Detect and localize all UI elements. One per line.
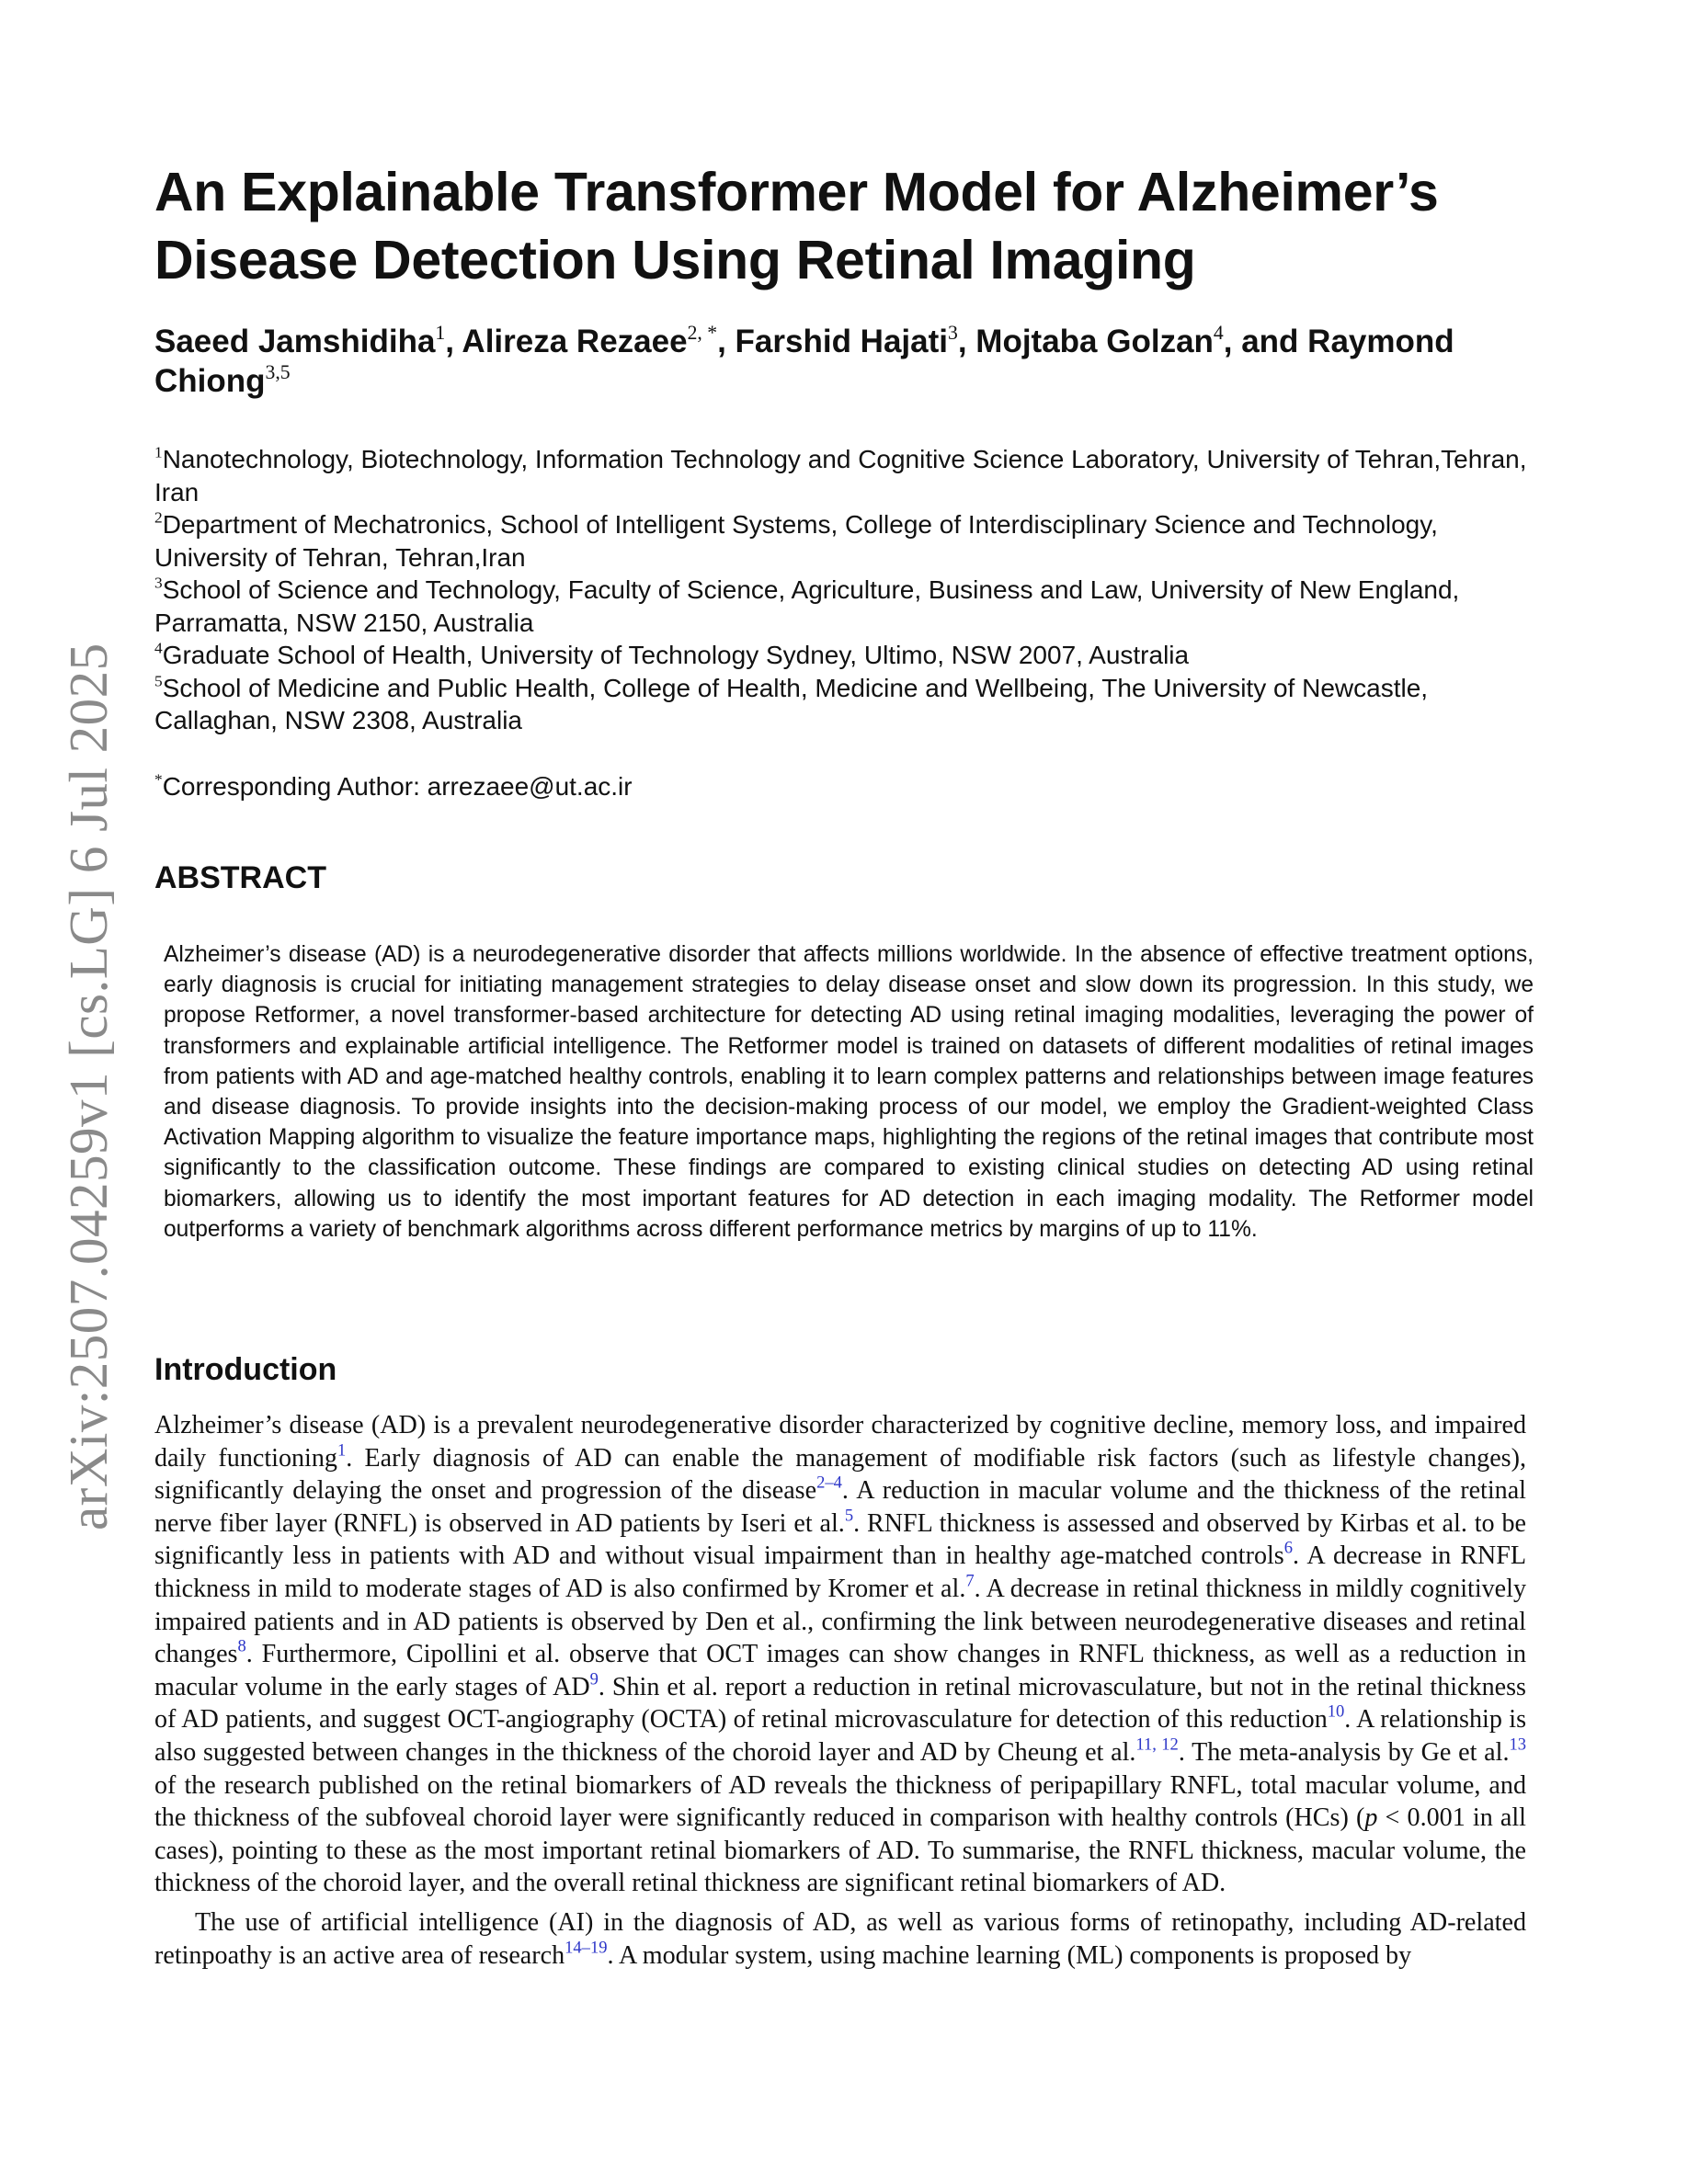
arxiv-identifier-stamp: arXiv:2507.04259v1 [cs.LG] 6 Jul 2025	[58, 643, 119, 1530]
citation-ref: 10	[1327, 1701, 1345, 1722]
citation-ref: 9	[589, 1669, 599, 1689]
affiliation-item	[154, 672, 1552, 737]
affiliation-text: School of Science and Technology, Faculty of Science, Agriculture, Business and Law, University of New England, Parramatta, NSW 2150, Australia	[154, 575, 1460, 637]
author-name: Mojtaba Golzan	[975, 324, 1214, 359]
body-text: . Shin et al. report a reduction in retinal microvasculature, but not in the retinal thickness of AD patients, and suggest OCT-angiography (OCTA) of retinal microvasculature for detection of this reduction	[154, 1672, 1526, 1735]
corresponding-author	[154, 770, 1552, 803]
citation-ref: 7	[965, 1571, 975, 1591]
author-name: Farshid Hajati	[735, 324, 948, 359]
author-name: Alireza Rezaee	[462, 324, 688, 359]
body-text: . A decrease in RNFL thickness in mild to moderate stages of AD is also confirmed by Kromer et al.	[154, 1541, 1527, 1603]
body-text: . Early diagnosis of AD can enable the management of modifiable risk factors (such as lifestyle changes), significantly delaying the onset and progression of the disease	[154, 1443, 1526, 1506]
author-separator: , and	[1223, 324, 1308, 359]
introduction-paragraph-2	[154, 1906, 1526, 1972]
abstract-text: Alzheimer’s disease (AD) is a neurodegenerative disorder that affects millions worldwide. In the absence of effective treatment options, early diagnosis is crucial for initiating management strategies to delay disease onset and slow down its progression. In this study, we propose Retformer, a novel transformer-based architecture for detecting AD using retinal imaging modalities, leveraging the power of transformers and explainable artificial intelligence. The Retformer model is trained on datasets of different modalities of retinal images from patients with AD and age-matched healthy controls, enabling it to learn complex patterns and relationships between image features and disease diagnosis. To provide insights into the decision-making process of our model, we employ the Gradient-weighted Class Activation Mapping algorithm to visualize the feature importance maps, highlighting the regions of the retinal images that contribute most significantly to the classification outcome. These findings are compared to existing clinical studies on detecting AD using retinal biomarkers, allowing us to identify the most important features for AD detection in each imaging modality. The Retformer model outperforms a variety of benchmark algorithms across different performance metrics by margins of up to 11%.	[164, 942, 1534, 1242]
affiliation-item	[154, 508, 1552, 574]
body-text: . RNFL thickness is assessed and observed by Kirbas et al. to be significantly less in patients with AD and without visual impairment than in healthy age-matched controls	[154, 1508, 1527, 1571]
citation-ref: 14–19	[565, 1938, 608, 1958]
citation-ref: 8	[237, 1636, 246, 1656]
author-affiliation-mark: 3	[948, 321, 958, 344]
citation-ref: 1	[336, 1440, 347, 1461]
affiliation-text: Department of Mechatronics, School of Intelligent Systems, College of Interdisciplinary Science and Technology, University of Tehran, Tehran,Iran	[154, 510, 1438, 572]
citation-ref: 2–4	[816, 1473, 842, 1493]
citation-ref: 5	[844, 1506, 854, 1526]
affiliation-number: 3	[154, 574, 163, 592]
body-text: of the research published on the retinal biomarkers of AD reveals the thickness of peripapillary RNFL, total macular volume, and the thickness of the subfoveal choroid layer were significantly reduced in comparison with healthy controls (HCs) (	[154, 1770, 1526, 1833]
affiliation-number: 4	[154, 639, 163, 657]
body-text: . A modular system, using machine learning (ML) components is proposed by	[607, 1940, 1412, 1970]
author-name: Raymond Chiong	[154, 324, 1454, 399]
affiliation-text: Nanotechnology, Biotechnology, Information Technology and Cognitive Science Laboratory, University of Tehran,Tehran, Iran	[154, 445, 1527, 506]
affiliation-item	[154, 574, 1552, 639]
citation-ref: 11, 12	[1135, 1735, 1179, 1755]
affiliation-text: Graduate School of Health, University of Technology Sydney, Ultimo, NSW 2007, Australia	[162, 641, 1190, 669]
math-variable: p	[1364, 1803, 1378, 1833]
body-text: Alzheimer’s disease (AD) is a prevalent neurodegenerative disorder characterized by cognitive decline, memory loss, and impaired daily functioning	[154, 1411, 1526, 1473]
author-affiliation-mark: 1	[435, 321, 446, 344]
affiliation-number: 2	[154, 508, 163, 527]
body-text: . The meta-analysis by Ge et al.	[1178, 1737, 1510, 1767]
author-separator: ,	[445, 324, 462, 359]
affiliation-number: 5	[154, 672, 163, 690]
affiliation-text: School of Medicine and Public Health, College of Health, Medicine and Wellbeing, The University of Newcastle, Callaghan, NSW 2308, Australia	[154, 673, 1429, 734]
introduction-heading: Introduction	[154, 1352, 337, 1387]
body-text: The use of artificial intelligence (AI) in the diagnosis of AD, as well as various forms of retinopathy, including AD-related retinpoathy is an active area of research	[154, 1907, 1526, 1970]
author-separator: ,	[957, 324, 976, 359]
affiliation-item	[154, 639, 1552, 672]
introduction-body	[154, 1409, 1526, 1972]
body-text: . Furthermore, Cipollini et al. observe that OCT images can show changes in RNFL thickness, as well as a reduction in macular volume in the early stages of AD	[154, 1640, 1526, 1701]
affiliation-list	[154, 443, 1552, 737]
author-list	[154, 322, 1552, 401]
author-affiliation-mark: 4	[1213, 321, 1224, 344]
body-text: . A reduction in macular volume and the thickness of the retinal nerve fiber layer (RNFL) is observed in AD patients by Iseri et al.	[154, 1476, 1526, 1538]
introduction-paragraph-1	[154, 1409, 1526, 1900]
citation-ref: 13	[1509, 1735, 1527, 1755]
author-affiliation-mark: 3,5	[265, 360, 291, 383]
author-separator: ,	[717, 324, 736, 359]
body-text: . A decrease in retinal thickness in mildly cognitively impaired patients and in AD patients is observed by Den et al., confirming the link between neurodegenerative diseases and retinal changes	[154, 1574, 1526, 1669]
author-name: Saeed Jamshidiha	[154, 324, 436, 359]
author-affiliation-mark: 2, *	[687, 321, 718, 344]
abstract-heading: ABSTRACT	[154, 860, 326, 895]
citation-ref: 6	[1283, 1538, 1294, 1558]
body-text: . A relationship is also suggested between changes in the thickness of the choroid layer and AD by Cheung et al.	[154, 1705, 1527, 1767]
paper-title: An Explainable Transformer Model for Alzheimer’s Disease Detection Using Retinal Imaging	[154, 162, 1439, 290]
corresponding-author-text: Corresponding Author: arrezaee@ut.ac.ir	[162, 772, 633, 801]
affiliation-item	[154, 443, 1552, 508]
body-text: < 0.001 in all cases), pointing to these as the most important retinal biomarkers of AD. To summarise, the RNFL thickness, macular volume, the thickness of the choroid layer, and the overall retinal thickness are significant retinal biomarkers of AD.	[154, 1803, 1526, 1898]
affiliation-number: 1	[154, 443, 163, 461]
corresponding-mark: *	[154, 770, 163, 789]
